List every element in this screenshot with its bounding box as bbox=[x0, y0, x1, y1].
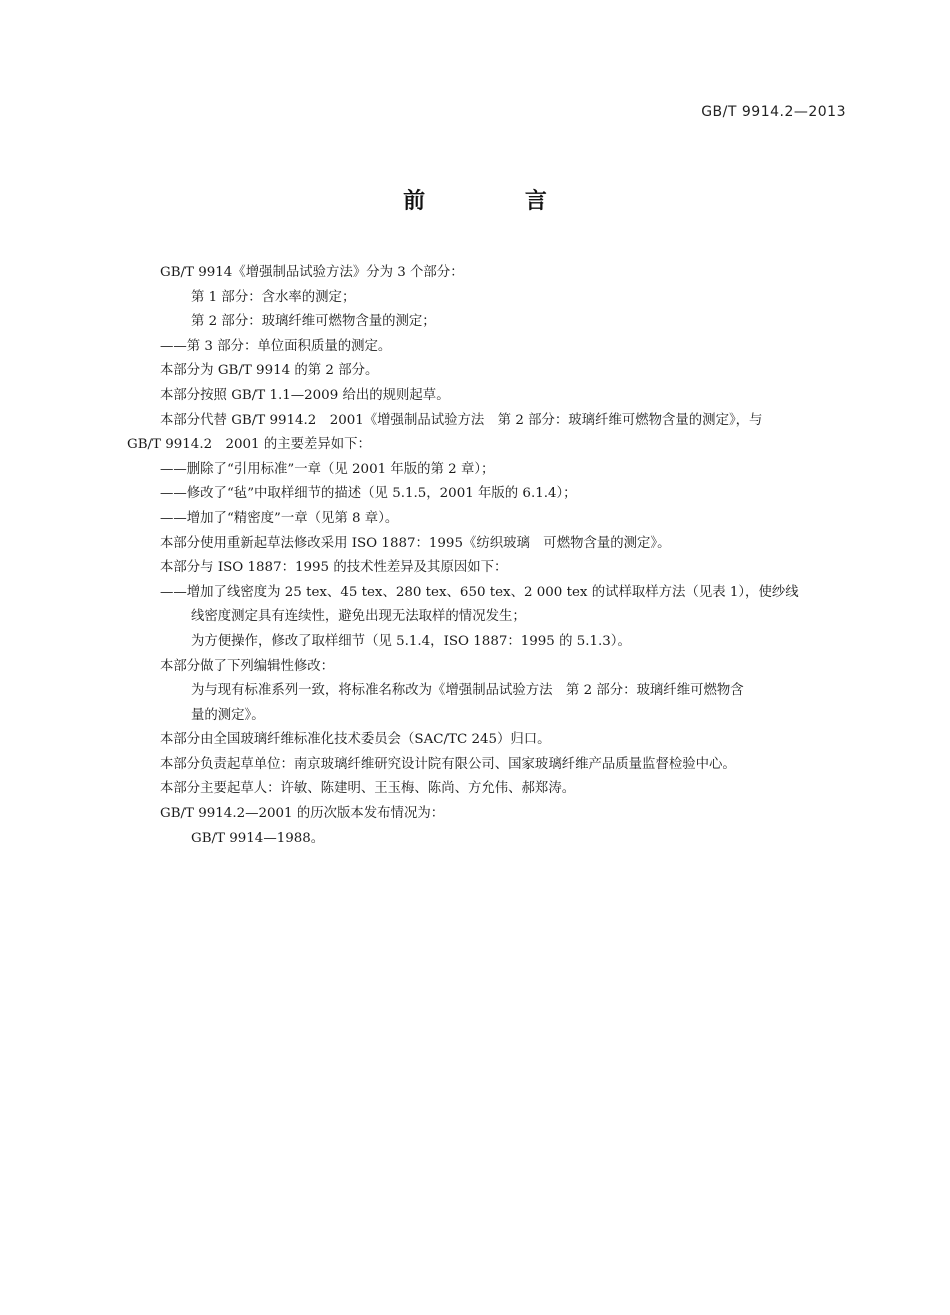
list-item: 第 2 部分：玻璃纤维可燃物含量的测定； bbox=[191, 314, 436, 330]
list-item-continuation: 量的测定》。 bbox=[191, 707, 265, 723]
paragraph: 本部分与 ISO 1887：1995 的技术性差异及其原因如下： bbox=[160, 560, 508, 576]
paragraph: GB/T 9914《增强制品试验方法》分为 3 个部分： bbox=[160, 265, 464, 280]
list-item-continuation: 线密度测定具有连续性，避免出现无法取样的情况发生； bbox=[191, 609, 526, 625]
standard-number: GB/T 9914.2—2013 bbox=[701, 104, 846, 120]
paragraph: 本部分代替 GB/T 9914.2 2001《增强制品试验方法 第 2 部分：玻璃纤维可燃物含量的测定》，与 bbox=[160, 412, 763, 428]
page-title: 前 言 bbox=[403, 189, 593, 214]
paragraph-continuation: GB/T 9914.2 2001 的主要差异如下： bbox=[127, 437, 371, 453]
foreword-body bbox=[127, 261, 849, 851]
list-item: ——修改了“毡”中取样细节的描述（见 5.1.5，2001 年版的 6.1.4）； bbox=[160, 486, 577, 502]
list-item: 为与现有标准系列一致，将标准名称改为《增强制品试验方法 第 2 部分：玻璃纤维可燃物含 bbox=[191, 683, 744, 699]
list-item: ——第 3 部分：单位面积质量的测定。 bbox=[160, 338, 392, 354]
paragraph: 本部分主要起草人：许敏、陈建明、王玉梅、陈尚、方允伟、郝郑涛。 bbox=[160, 781, 576, 797]
paragraph: 本部分按照 GB/T 1.1—2009 给出的规则起草。 bbox=[160, 387, 450, 403]
paragraph: 本部分为 GB/T 9914 的第 2 部分。 bbox=[160, 363, 379, 379]
list-item: ——增加了“精密度”一章（见第 8 章）。 bbox=[160, 510, 399, 526]
list-item: GB/T 9914—1988。 bbox=[191, 830, 325, 846]
list-item: ——删除了“引用标准”一章（见 2001 年版的第 2 章）； bbox=[160, 461, 495, 477]
paragraph: 本部分做了下列编辑性修改： bbox=[160, 658, 335, 674]
list-item: 第 1 部分：含水率的测定； bbox=[191, 289, 356, 305]
paragraph: GB/T 9914.2—2001 的历次版本发布情况为： bbox=[160, 806, 445, 822]
list-item: 为方便操作，修改了取样细节（见 5.1.4，ISO 1887：1995 的 5.1.3）。 bbox=[191, 633, 631, 649]
paragraph: 本部分由全国玻璃纤维标准化技术委员会（SAC/TC 245）归口。 bbox=[160, 732, 551, 748]
paragraph: 本部分负责起草单位：南京玻璃纤维研究设计院有限公司、国家玻璃纤维产品质量监督检验中心。 bbox=[160, 756, 736, 772]
paragraph: 本部分使用重新起草法修改采用 ISO 1887：1995《纺织玻璃 可燃物含量的测定》。 bbox=[160, 535, 671, 551]
list-item: ——增加了线密度为 25 tex、45 tex、280 tex、650 tex、2 000 tex 的试样取样方法（见表 1），使纱线 bbox=[160, 584, 799, 600]
